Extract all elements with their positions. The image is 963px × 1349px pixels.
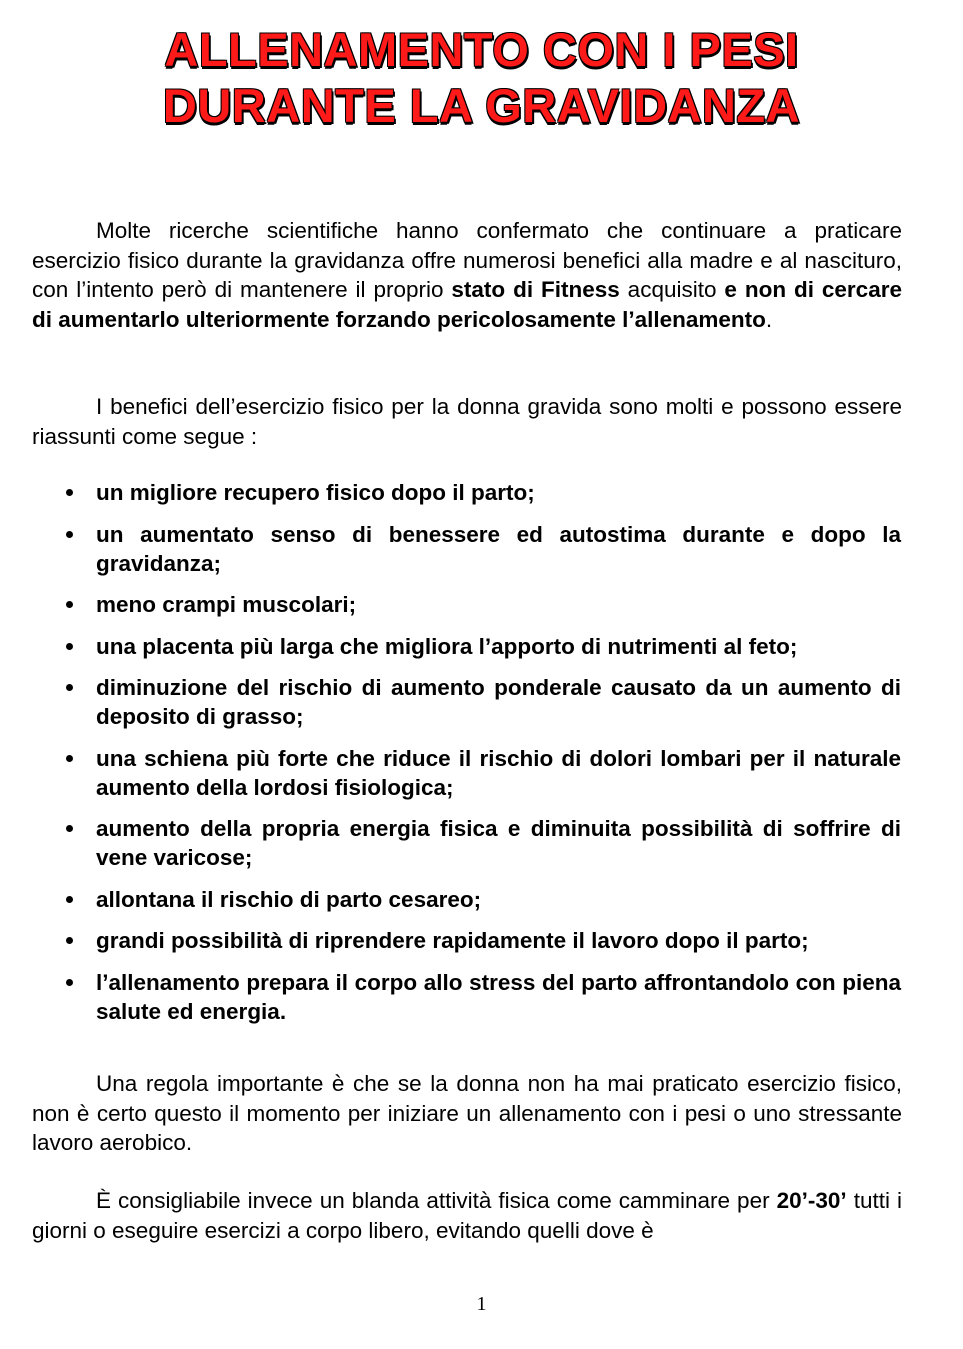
benefit-list-item [0,478,901,507]
benefit-list-item [0,673,901,731]
bullet-icon [66,979,73,986]
benefit-list-item [0,520,901,578]
title-line-1: ALLENAMENTO CON I PESI [164,23,799,76]
bullet-icon [66,755,73,762]
benefit-text: una schiena più forte che riduce il rischio di dolori lombari per il naturale aumento della lordosi fisiologica; [96,745,901,800]
bullet-icon [66,896,73,903]
page-number: 1 [476,1293,487,1315]
benefit-text: l’allenamento prepara il corpo allo stress del parto affrontandolo con piena salute ed energia. [96,969,901,1024]
bullet-icon [66,643,73,650]
bullet-icon [66,531,73,538]
bullet-icon [66,489,73,496]
benefit-list-item [0,885,901,914]
benefits-list [0,478,963,1038]
intro-bold-2: e non di cercare di aumentarlo ulteriormente forzando pericolosamente l’allenamento [32,277,902,332]
advice-paragraph [32,1186,902,1245]
benefit-text: una placenta più larga che migliora l’apporto di nutrimenti al feto; [96,633,798,659]
advice-text-2: tutti i giorni o eseguire esercizi a corpo libero, evitando quelli dove è [32,1188,902,1243]
benefits-intro-paragraph [32,392,902,451]
benefit-text: un migliore recupero fisico dopo il parto; [96,480,535,505]
benefit-text: meno crampi muscolari; [96,592,357,617]
benefit-text: allontana il rischio di parto cesareo; [96,886,482,912]
benefit-list-item [0,744,901,802]
bullet-icon [66,684,73,691]
advice-text-1: È consigliabile invece un blanda attività fisica come camminare per [96,1188,777,1213]
benefits-intro-text: I benefici dell’esercizio fisico per la donna gravida sono molti e possono essere riassunti come segue : [32,394,902,449]
title-line-2: DURANTE LA GRAVIDANZA [162,79,801,132]
benefit-text: diminuzione del rischio di aumento ponderale causato da un aumento di deposito di grasso; [96,675,901,729]
benefit-list-item [0,632,901,661]
benefit-text: un aumentato senso di benessere ed autostima durante e dopo la gravidanza; [96,521,901,576]
benefit-list-item [0,814,901,872]
benefit-text: grandi possibilità di riprendere rapidamente il lavoro dopo il parto; [96,928,809,953]
bullet-icon [66,601,73,608]
intro-bold-1: stato di Fitness [451,277,620,302]
rule-paragraph [32,1069,902,1158]
intro-text-3: . [765,306,773,332]
intro-paragraph [32,216,902,334]
benefit-list-item [0,926,901,955]
benefit-list-item [0,968,901,1026]
bullet-icon [66,825,73,832]
bullet-icon [66,937,73,944]
benefit-list-item [0,590,901,619]
rule-text: Una regola importante è che se la donna non ha mai praticato esercizio fisico, non è certo questo il momento per iniziare un allenamento con i pesi o uno stressante lavoro aerobico. [32,1071,902,1155]
intro-text-2: acquisito [619,277,725,302]
benefit-text: aumento della propria energia fisica e diminuita possibilità di soffrire di vene varicose; [96,816,901,870]
advice-bold-1: 20’-30’ [776,1188,847,1213]
intro-text-1: Molte ricerche scientifiche hanno confermato che continuare a praticare esercizio fisico durante la gravidanza offre numerosi benefici alla madre e al nascituro, con l’intento però di mantenere il proprio [32,218,902,302]
document-title [0,22,963,134]
